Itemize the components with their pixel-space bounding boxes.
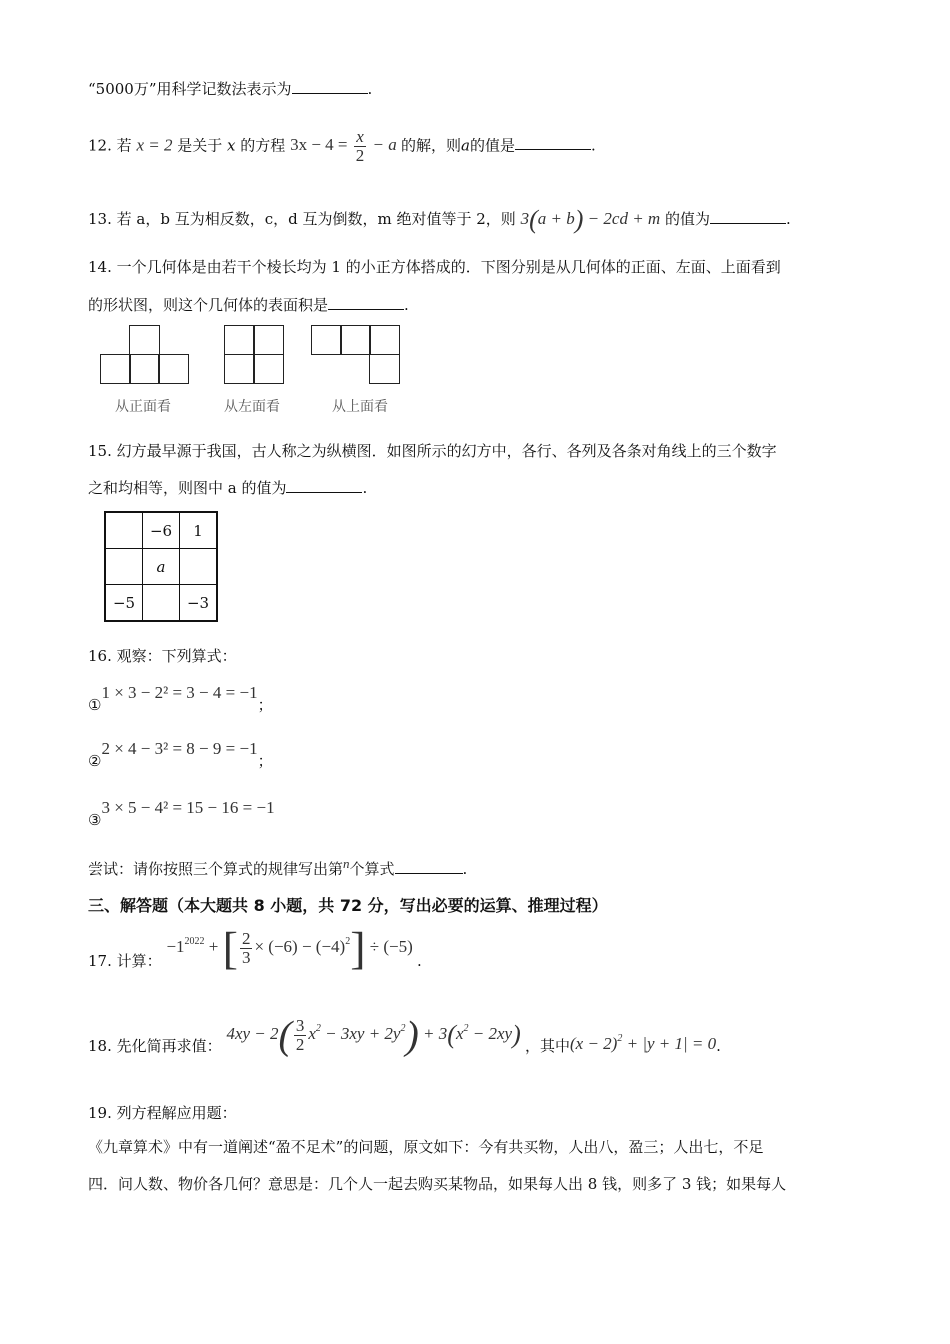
q12-answer-blank (515, 148, 591, 150)
q18-condition-label: ，其中 (524, 1037, 570, 1056)
caption-left: 从左面看 (224, 399, 280, 415)
q15-end: . (362, 479, 368, 497)
q18-number: 18. (88, 1037, 112, 1056)
q11-line (88, 78, 372, 99)
q12-number: 12. (88, 136, 112, 155)
top-view-cell (369, 354, 400, 384)
q14-line-1 (88, 256, 781, 277)
q14-answer-blank (328, 308, 404, 310)
q16-item-end: ； (257, 696, 273, 714)
magic-cell (105, 549, 143, 585)
q17-tail: ÷ (−5) (369, 937, 413, 957)
q11-text: “5000万”用科学记数法表示为 (88, 80, 292, 98)
q12-rhs: − a (372, 135, 397, 155)
q16-try-line (88, 858, 467, 879)
q12-lhs: 3x − 4 = (290, 135, 348, 155)
q13-expr-coef: 3 (520, 208, 530, 228)
q17-number: 17. (88, 952, 112, 971)
q16-item-expr: 3 × 5 − 4² = 15 − 16 = −1 (101, 798, 275, 817)
q13-paren-close: ) (574, 205, 584, 234)
q18-e5-exp: 2 (463, 1023, 469, 1035)
q17-term-a-exp: 2022 (184, 936, 205, 948)
q14-text-1: 一个几何体是由若干个棱长均为 1 的小正方体搭成的．下图分别是从几何体的正面、左面、上面看到 (116, 258, 781, 276)
magic-cell (180, 549, 218, 585)
q14-line-2 (88, 294, 409, 315)
magic-cell: −3 (180, 585, 218, 622)
q16-var-n: n (343, 856, 350, 871)
q18-e3-exp: 2 (400, 1023, 406, 1035)
q18-e5: x (455, 1024, 464, 1044)
q18-paren-close: ) (405, 1013, 419, 1058)
front-view-figure (100, 325, 190, 385)
q12-var-x: x (227, 136, 236, 155)
q18-e2-exp: 2 (315, 1023, 321, 1035)
q18-paren2-open: ( (447, 1020, 456, 1050)
q13-answer-blank (710, 222, 786, 224)
q16-title: 观察：下列算式： (116, 647, 237, 665)
q12-frac-num: x (354, 128, 367, 147)
q12-text-3: 的方程 (240, 136, 286, 155)
q18-end: . (716, 1037, 721, 1056)
q18-e6: − 2xy (468, 1024, 513, 1044)
q18-c1-exp: 2 (617, 1033, 623, 1045)
q17-bracket-close: ] (350, 923, 366, 974)
q18-e3: − 3xy + 2y (320, 1024, 401, 1044)
q19-title: 列方程解应用题： (116, 1104, 237, 1122)
q13-text-2: 的值为 (664, 209, 710, 228)
front-view-cell (158, 354, 189, 384)
top-view-cell (340, 325, 371, 355)
q16-item-1 (88, 682, 273, 714)
q18-expression (226, 1013, 525, 1058)
q12-text-2: 是关于 (177, 136, 223, 155)
q18-c1: (x − 2) (570, 1034, 618, 1054)
q15-line-2 (88, 477, 367, 498)
magic-row (105, 549, 217, 585)
q16-number: 16. (88, 647, 112, 665)
q16-item-mark: ① (88, 696, 102, 714)
q12-frac-den: 2 (355, 145, 365, 165)
q17-inner-exp: 2 (345, 936, 351, 948)
q17-term-a: −1 (166, 937, 185, 957)
q13-end: . (785, 209, 791, 228)
q18-fraction (294, 1017, 307, 1054)
left-view-cell (224, 325, 255, 355)
q18-condition (570, 1034, 716, 1053)
q15-number: 15. (88, 442, 112, 460)
q17-fraction (240, 930, 253, 967)
q13-number: 13. (88, 209, 112, 228)
front-view-cell (129, 325, 160, 355)
q13-text: 若 a，b 互为相反数，c，d 互为倒数，m 绝对值等于 2，则 (116, 209, 516, 228)
top-view-figure (311, 325, 401, 385)
caption-top: 从上面看 (332, 399, 388, 415)
q17-expression (166, 923, 417, 974)
q16-item-expr: 2 × 4 − 3² = 8 − 9 = −1 (101, 739, 258, 758)
q17-frac-num: 2 (241, 929, 251, 949)
q15-text-2: 之和均相等，则图中 a 的值为 (88, 479, 287, 497)
left-view-cell (253, 325, 284, 355)
q17-plus: + (208, 937, 219, 957)
q17-label: 计算： (116, 952, 162, 971)
q14-number: 14. (88, 258, 112, 276)
q12-text-4: 的解，则 (401, 136, 462, 155)
q17-end: . (417, 952, 422, 971)
q16-item-3 (88, 798, 275, 829)
q18-e2: x (308, 1024, 316, 1044)
q13-expr-inner: a + b (537, 208, 575, 228)
caption-front: 从正面看 (115, 399, 171, 415)
q16-end: . (462, 860, 468, 878)
q13-paren-open: ( (529, 205, 538, 234)
q16-try-text-2: 个算式 (349, 860, 395, 878)
section-3-heading: 三、解答题（本大题共 8 小题，共 72 分，写出必要的运算、推理过程） (88, 896, 608, 915)
q11-answer-blank (292, 92, 368, 94)
q18-line (88, 1013, 721, 1065)
q12-equation (290, 127, 401, 165)
left-view-figure (224, 325, 284, 385)
q16-item-mark: ② (88, 752, 102, 770)
q14-text-2: 的形状图，则这个几何体的表面积是 (88, 296, 329, 314)
left-view-cell (224, 354, 255, 384)
q12-text-5: 的值是 (469, 136, 515, 155)
q12-var-a: a (461, 136, 470, 155)
magic-row (105, 585, 217, 622)
q15-text-1: 幻方最早源于我国，古人称之为纵横图．如图所示的幻方中，各行、各列及各条对角线上的三个数字 (116, 442, 777, 460)
q18-frac-num: 3 (295, 1016, 305, 1036)
q18-frac-den: 2 (295, 1035, 305, 1054)
magic-row (105, 512, 217, 549)
top-view-cell (369, 325, 400, 355)
q16-try-text-1: 尝试：请你按照三个算式的规律写出第 (88, 860, 344, 878)
q19-title-line (88, 1102, 237, 1123)
q19-line-1: 《九章算术》中有一道阐述“盈不足术”的问题，原文如下：今有共买物，人出八，盈三；人出七，不足 (88, 1138, 764, 1156)
magic-cell: −6 (143, 512, 180, 549)
left-view-cell (253, 354, 284, 384)
q12-end: . (591, 136, 596, 155)
q16-answer-blank (395, 872, 463, 874)
q13-expression (520, 205, 661, 234)
q11-end: . (367, 80, 373, 98)
q17-frac-den: 3 (241, 948, 251, 967)
q17-inner: × (−6) − (−4) (254, 937, 346, 957)
q18-paren-open: ( (278, 1013, 292, 1058)
q17-line (88, 923, 422, 983)
q18-e1: 4xy − 2 (226, 1024, 279, 1044)
q16-item-2 (88, 738, 273, 770)
q18-c2: + |y + 1| = 0 (622, 1034, 717, 1054)
q12-line (88, 128, 596, 165)
q16-title-line (88, 645, 237, 666)
magic-cell: −5 (105, 585, 143, 622)
q18-e4: + 3 (418, 1024, 448, 1044)
q12-text-1: 若 (116, 136, 132, 155)
q16-item-expr: 1 × 3 − 2² = 3 − 4 = −1 (101, 683, 258, 702)
q19-line-2: 四．问人数、物价各几何？意思是：几个人一起去购买某物品，如果每人出 8 钱，则多了 3 钱；如果每人 (88, 1175, 787, 1193)
q15-answer-blank (286, 491, 362, 493)
magic-cell (143, 585, 180, 622)
q13-line (88, 205, 791, 235)
magic-square (104, 511, 218, 622)
front-view-cell (100, 354, 131, 384)
top-view-cell (311, 325, 342, 355)
q19-number: 19. (88, 1104, 112, 1122)
q13-expr-rest: − 2cd + m (587, 208, 661, 228)
q14-end: . (404, 296, 409, 314)
q12-fraction (354, 128, 367, 165)
q15-line-1 (88, 440, 777, 461)
q18-paren2-close: ) (512, 1020, 521, 1050)
q18-label: 先化简再求值： (116, 1037, 222, 1056)
q16-item-mark: ③ (88, 811, 102, 829)
magic-cell (105, 512, 143, 549)
q17-bracket-open: [ (222, 923, 238, 974)
magic-cell: 1 (180, 512, 218, 549)
q12-eq-x: x = 2 (136, 135, 173, 155)
front-view-cell (129, 354, 160, 384)
q16-item-end: ； (257, 752, 273, 770)
magic-cell: a (143, 549, 180, 585)
